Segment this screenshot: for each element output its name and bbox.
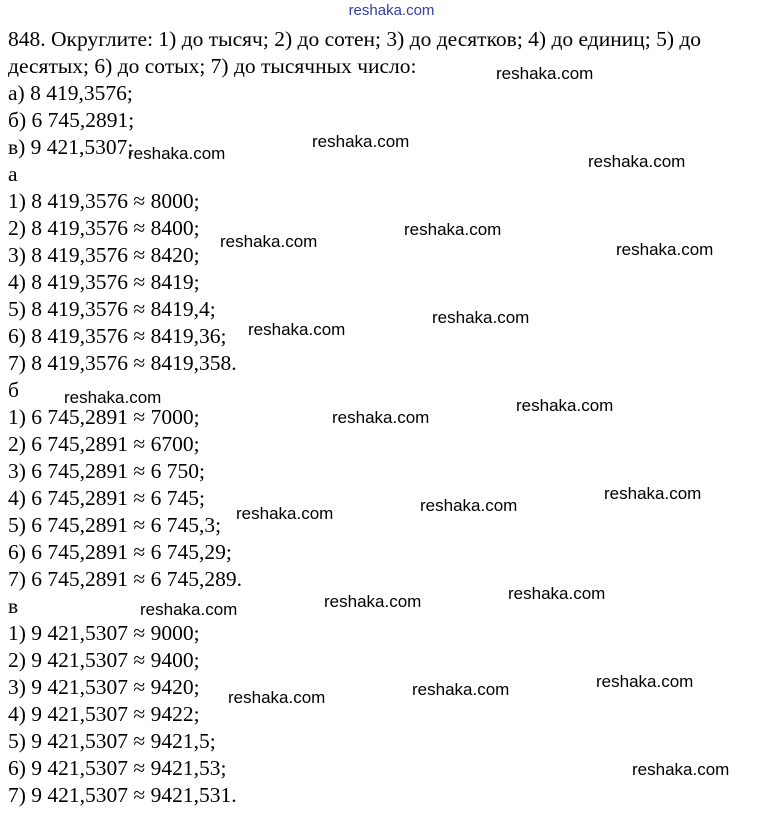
watermark: reshaka.com: [332, 408, 430, 427]
task-statement: 848. Округлите: 1) до тысяч; 2) до сотен; 3) до десятков; 4) до единиц; 5) до десятых; 6) до сотых; 7) до тысячных число:: [8, 27, 702, 78]
watermark: reshaka.com: [496, 64, 594, 83]
answer-line: 3) 6 745,2891 ≈ 6 750;: [8, 459, 205, 483]
watermark: reshaka.com: [312, 132, 410, 151]
answer-line: 2) 9 421,5307 ≈ 9400;: [8, 648, 200, 672]
answer-line: 5) 6 745,2891 ≈ 6 745,3;: [8, 513, 222, 537]
answer-line: 3) 8 419,3576 ≈ 8420;: [8, 243, 200, 267]
watermark: reshaka.com: [236, 504, 334, 523]
answer-line: 7) 8 419,3576 ≈ 8419,358.: [8, 351, 237, 375]
watermark: reshaka.com: [412, 680, 510, 699]
answer-line: 6) 9 421,5307 ≈ 9421,53;: [8, 756, 227, 780]
answer-line: 6) 6 745,2891 ≈ 6 745,29;: [8, 540, 232, 564]
answer-line: 5) 8 419,3576 ≈ 8419,4;: [8, 297, 216, 321]
watermark: reshaka.com: [128, 144, 226, 163]
section-label: б: [8, 378, 19, 402]
watermark: reshaka.com: [604, 484, 702, 503]
section-label: а: [8, 162, 18, 186]
watermark: reshaka.com: [516, 396, 614, 415]
watermark: reshaka.com: [404, 220, 502, 239]
watermark: reshaka.com: [596, 672, 694, 691]
watermark: reshaka.com: [248, 320, 346, 339]
answer-line: 1) 8 419,3576 ≈ 8000;: [8, 189, 200, 213]
watermark: reshaka.com: [588, 152, 686, 171]
watermark: reshaka.com: [420, 496, 518, 515]
watermark: reshaka.com: [324, 592, 422, 611]
watermark: reshaka.com: [228, 688, 326, 707]
answer-line: 7) 9 421,5307 ≈ 9421,531.: [8, 783, 237, 807]
answer-line: 4) 9 421,5307 ≈ 9422;: [8, 702, 200, 726]
number-c: в) 9 421,5307;: [8, 135, 134, 159]
watermark: reshaka.com: [616, 240, 714, 259]
watermark: reshaka.com: [632, 760, 730, 779]
section-label: в: [8, 594, 19, 618]
number-a: а) 8 419,3576;: [8, 81, 133, 105]
watermark: reshaka.com: [220, 232, 318, 251]
answer-line: 2) 6 745,2891 ≈ 6700;: [8, 432, 200, 456]
answer-line: 2) 8 419,3576 ≈ 8400;: [8, 216, 200, 240]
watermark: reshaka.com: [64, 388, 162, 407]
answer-line: 7) 6 745,2891 ≈ 6 745,289.: [8, 567, 242, 591]
answer-line: 1) 6 745,2891 ≈ 7000;: [8, 405, 200, 429]
watermark: reshaka.com: [508, 584, 606, 603]
answer-line: 3) 9 421,5307 ≈ 9420;: [8, 675, 200, 699]
header-watermark: reshaka.com: [348, 2, 435, 19]
watermark: reshaka.com: [432, 308, 530, 327]
answer-line: 6) 8 419,3576 ≈ 8419,36;: [8, 324, 227, 348]
answer-line: 4) 8 419,3576 ≈ 8419;: [8, 270, 200, 294]
number-b: б) 6 745,2891;: [8, 108, 135, 132]
answer-line: 4) 6 745,2891 ≈ 6 745;: [8, 486, 205, 510]
watermark: reshaka.com: [140, 600, 238, 619]
answer-line: 5) 9 421,5307 ≈ 9421,5;: [8, 729, 216, 753]
answer-line: 1) 9 421,5307 ≈ 9000;: [8, 621, 200, 645]
